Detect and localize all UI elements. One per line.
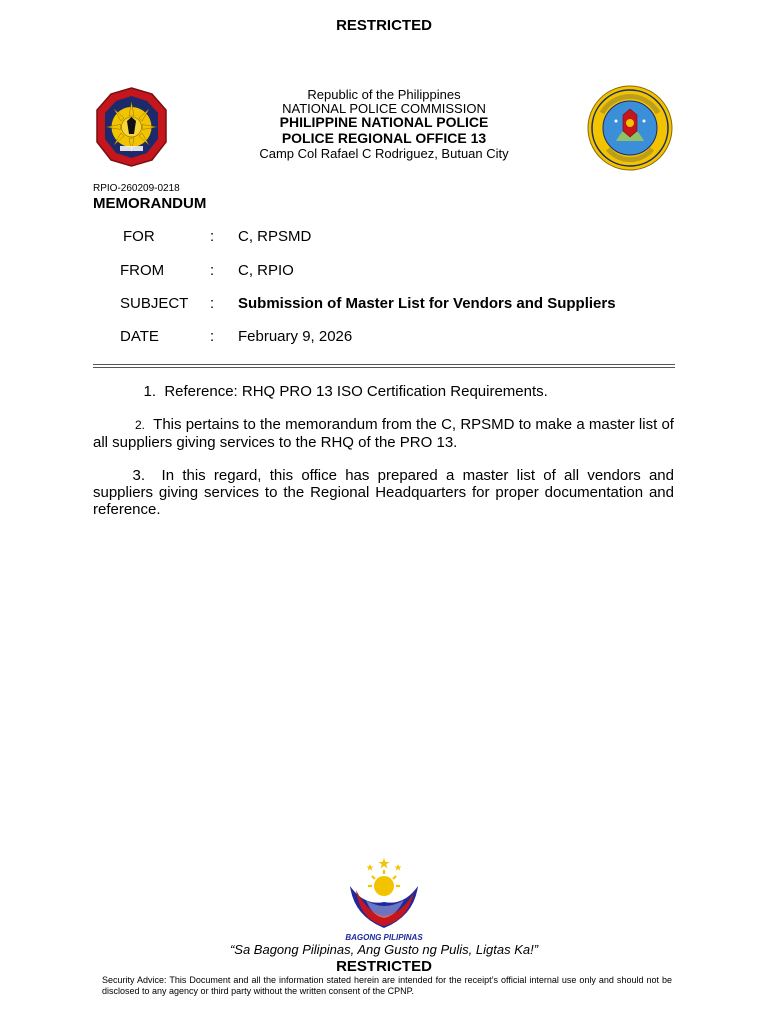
pnp-seal-logo xyxy=(94,86,169,168)
paragraph-number: 1. xyxy=(143,383,156,400)
paragraph-text: This pertains to the memorandum from the C, RPSMD to make a master list of all suppliers giving services to the RHQ of the PRO 13. xyxy=(93,416,674,451)
field-label: SUBJECT xyxy=(120,295,189,312)
security-advice: Security Advice: This Document and all the information stated herein are intended for the receipt’s official internal use only and should not be disclosed to any agency or third party without the written consent of the CPNP. xyxy=(102,975,672,996)
field-colon: : xyxy=(210,328,215,345)
pro13-seal-logo xyxy=(586,85,674,171)
field-label: FROM xyxy=(120,262,165,279)
field-colon: : xyxy=(210,262,215,279)
field-value: C, RPIO xyxy=(238,262,294,279)
bagong-pilipinas-caption: BAGONG PILIPINAS xyxy=(345,933,423,942)
memo-number: RPIO-260209-0218 xyxy=(93,183,180,194)
header-pro13: POLICE REGIONAL OFFICE 13 xyxy=(281,130,487,146)
paragraph-number: 2. xyxy=(134,418,145,432)
memo-title: MEMORANDUM xyxy=(93,195,207,212)
footer-slogan: “Sa Bagong Pilipinas, Ang Gusto ng Pulis, Ligtas Ka!” xyxy=(229,942,539,957)
paragraph-3 xyxy=(93,467,674,518)
header-republic: Republic of the Philippines xyxy=(307,87,461,102)
header-pnp: PHILIPPINE NATIONAL POLICE xyxy=(279,114,489,130)
classification-top: RESTRICTED xyxy=(336,17,432,34)
field-label: DATE xyxy=(120,328,159,345)
field-colon: : xyxy=(210,295,215,312)
field-label: FOR xyxy=(123,228,155,245)
divider-rule xyxy=(93,367,675,368)
field-value: C, RPSMD xyxy=(238,228,312,245)
paragraph-text: Reference: RHQ PRO 13 ISO Certification Requirements. xyxy=(164,383,548,400)
paragraph-2 xyxy=(93,416,674,451)
bagong-pilipinas-logo xyxy=(344,856,424,942)
field-colon: : xyxy=(210,228,215,245)
paragraph-1 xyxy=(93,383,674,400)
header-address: Camp Col Rafael C Rodriguez, Butuan City xyxy=(259,146,509,161)
paragraph-number: 3. xyxy=(132,467,145,484)
field-value: Submission of Master List for Vendors and Suppliers xyxy=(238,295,616,312)
header-napolcom: NATIONAL POLICE COMMISSION xyxy=(282,101,486,116)
classification-bottom: RESTRICTED xyxy=(336,958,432,975)
paragraph-text: In this regard, this office has prepared a master list of all vendors and suppliers giving services to the Regional Headquarters for proper documentation and reference. xyxy=(93,467,674,518)
divider-rule xyxy=(93,364,675,365)
field-value: February 9, 2026 xyxy=(238,328,353,345)
